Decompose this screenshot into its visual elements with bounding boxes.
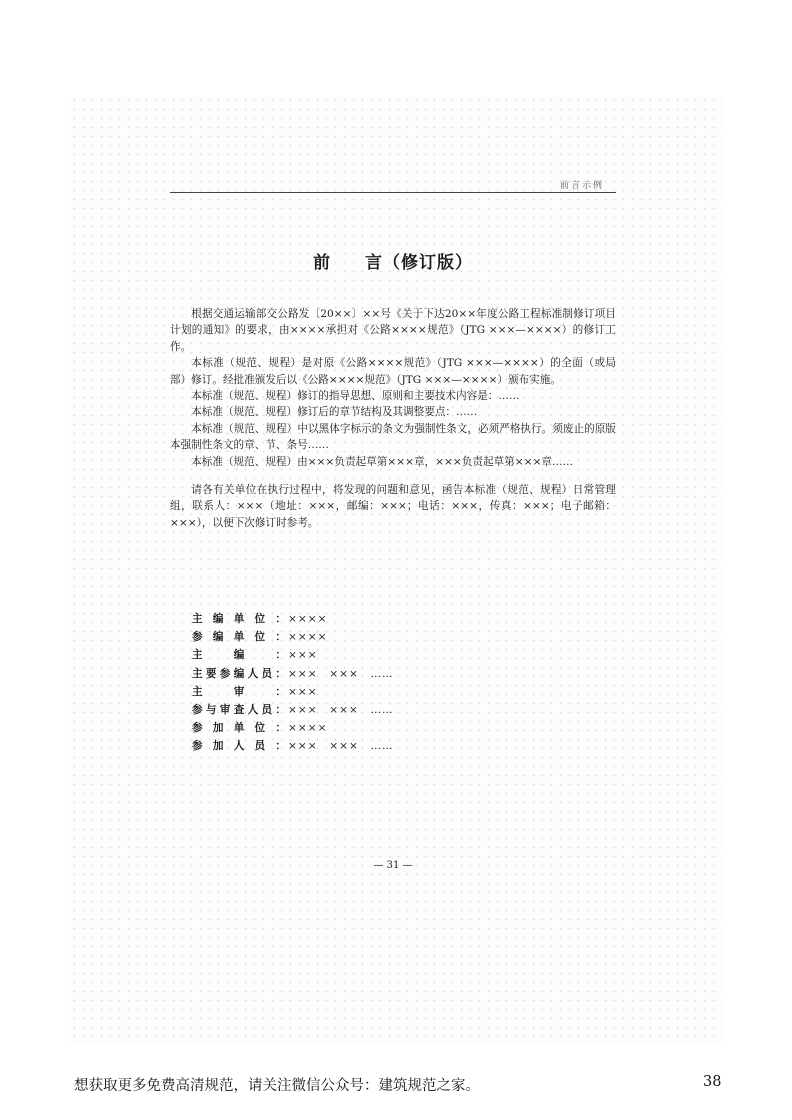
credit-row bbox=[192, 701, 394, 719]
footer-page-number: 38 bbox=[703, 1074, 722, 1090]
credits-list bbox=[192, 610, 394, 756]
scanned-page bbox=[70, 96, 722, 1044]
paragraph: 本标准（规范、规程）修订的指导思想、原则和主要技术内容是：…… bbox=[191, 390, 520, 403]
credit-value: ××× ××× …… bbox=[288, 667, 394, 680]
credit-value: ××× bbox=[288, 649, 318, 662]
footer-note: 想获取更多免费高清规范，请关注微信公众号：建筑规范之家。 bbox=[74, 1078, 480, 1094]
credit-value: ××× ××× …… bbox=[288, 740, 394, 753]
running-head: 前言示例 bbox=[560, 181, 605, 191]
credit-row bbox=[192, 610, 394, 628]
credit-value: ××× ××× …… bbox=[288, 704, 394, 717]
title-part-2: 言（修订版） bbox=[365, 253, 473, 273]
title-part-1: 前 bbox=[313, 253, 331, 273]
paragraph: 本标准（规范、规程）由×××负责起草第×××章，×××负责起草第×××章…… bbox=[191, 455, 574, 468]
page-title bbox=[170, 248, 616, 273]
credit-row bbox=[192, 665, 394, 683]
paragraph: 本标准（规范、规程）是对原《公路××××规范》（JTG ×××—××××）的全面（或局部）修订。经批准颁发后以《公路××××规范》（JTG ×××—××××）颁布实施。 bbox=[170, 357, 616, 386]
credit-row bbox=[192, 628, 394, 646]
header-rule bbox=[170, 192, 616, 193]
credit-row bbox=[192, 737, 394, 755]
credit-row bbox=[192, 719, 394, 737]
credit-label: 主编： bbox=[192, 649, 286, 662]
credit-value: ×××× bbox=[288, 722, 328, 735]
credit-label: 参加单位： bbox=[192, 722, 286, 735]
paragraph: 本标准（规范、规程）中以黑体字标示的条文为强制性条文，必须严格执行。须废止的原版本强制性条文的章、节、条号…… bbox=[170, 422, 616, 452]
credit-value: ×××× bbox=[288, 631, 328, 644]
credit-label: 参加人员： bbox=[192, 740, 286, 753]
page-number: — 31 — bbox=[373, 860, 413, 871]
credit-label: 主编单位： bbox=[192, 613, 286, 625]
preface-body bbox=[170, 306, 616, 531]
credit-label: 参编单位： bbox=[192, 631, 286, 644]
credit-value: ×××× bbox=[288, 613, 328, 625]
credit-row bbox=[192, 646, 394, 664]
credit-label: 参与审查人员： bbox=[192, 704, 286, 717]
credit-label: 主要参编人员： bbox=[192, 667, 286, 680]
credit-value: ××× bbox=[288, 685, 318, 698]
credit-label: 主审： bbox=[192, 685, 286, 698]
paragraph: 请各有关单位在执行过程中，将发现的问题和意见，函告本标准（规范、规程）日常管理组，联系人：×××（地址：×××，邮编：×××；电话：×××，传真：×××；电子邮箱：×××），以便下次修订时参考。 bbox=[170, 484, 616, 529]
paragraph: 本标准（规范、规程）修订后的章节结构及其调整要点：…… bbox=[191, 406, 478, 419]
credit-row bbox=[192, 683, 394, 701]
paragraph: 根据交通运输部交公路发〔20××〕××号《关于下达20××年度公路工程标准制修订项目计划的通知》的要求，由××××承担对《公路××××规范》（JTG ×××—××××）的修订工作。 bbox=[170, 308, 616, 353]
